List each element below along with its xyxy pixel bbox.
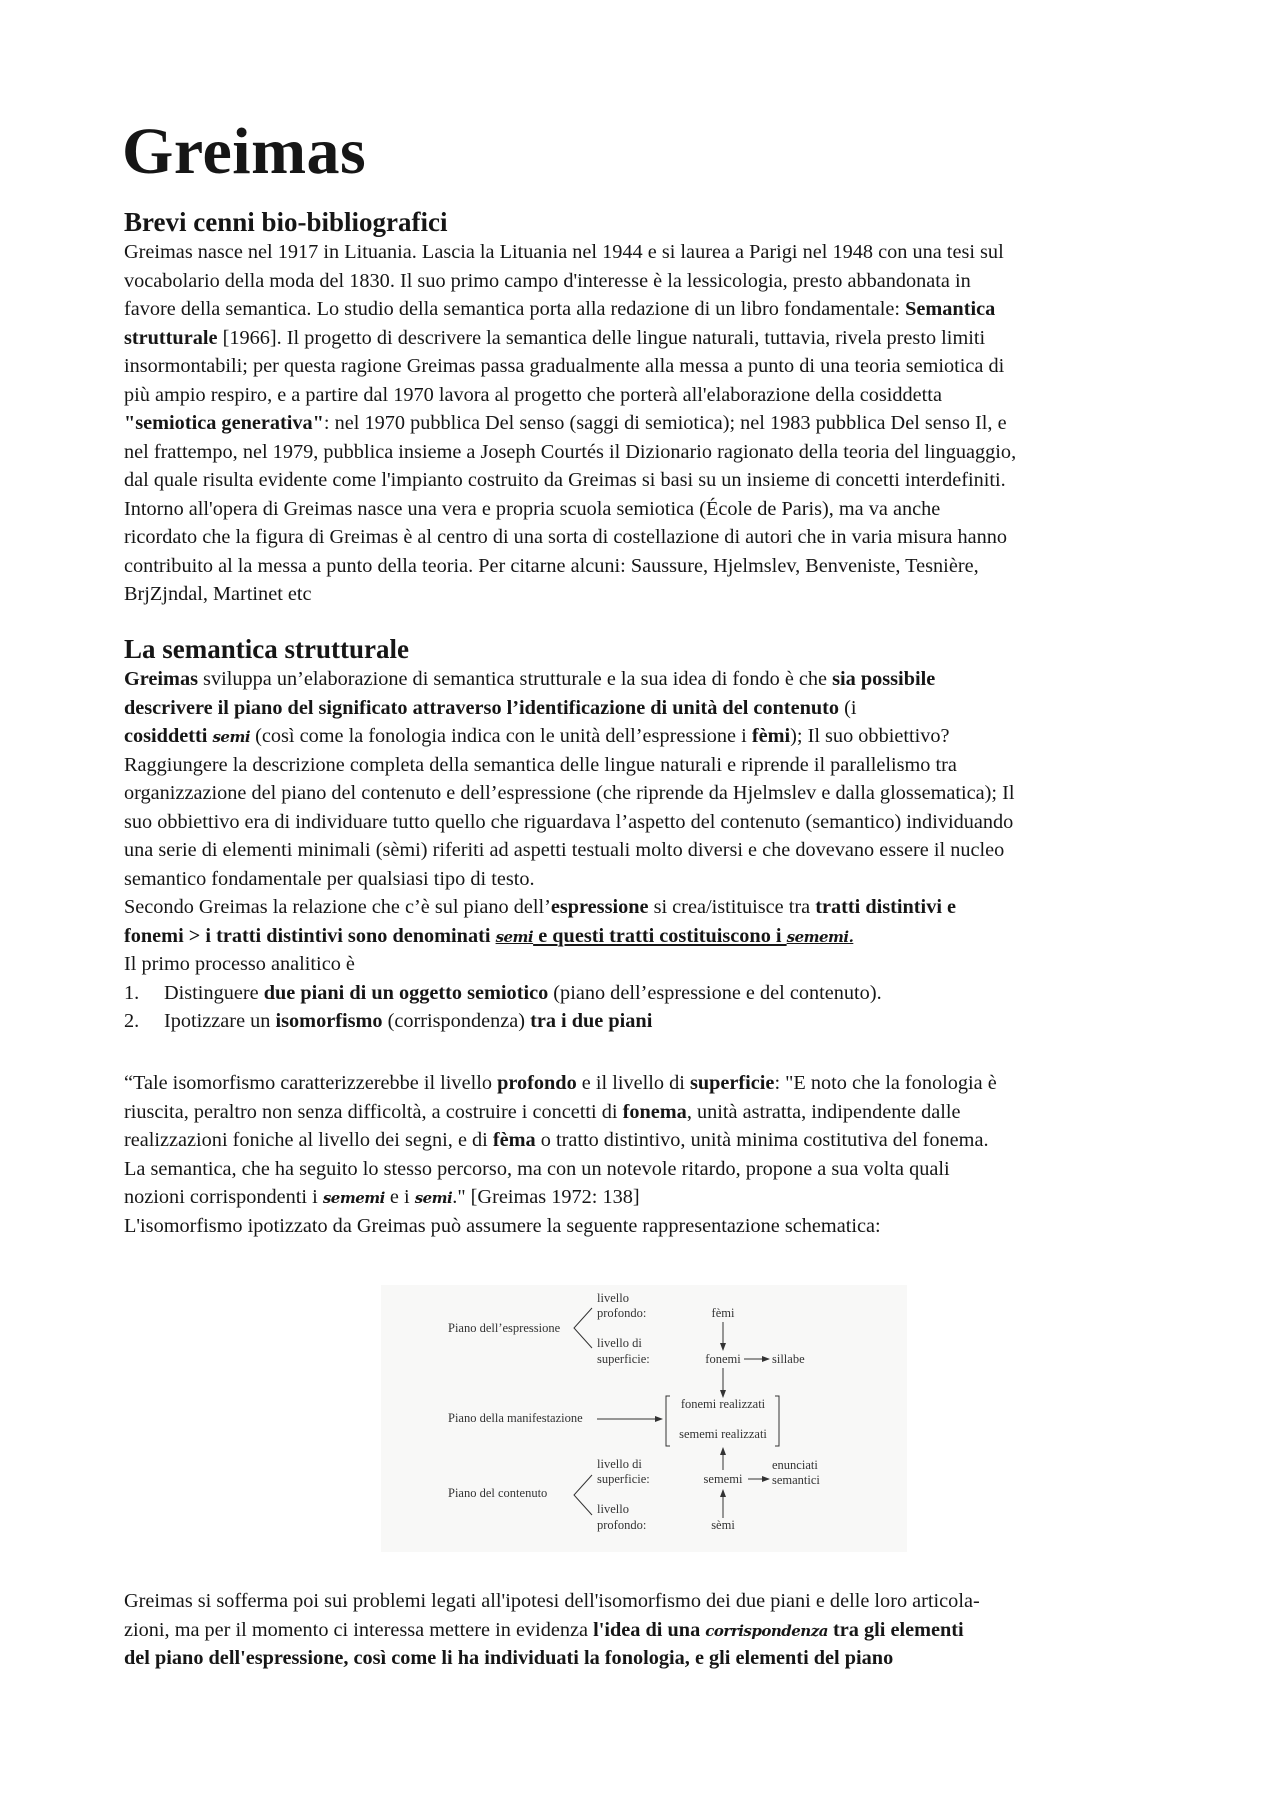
section-body (124, 1069, 1184, 1240)
bold-text: espressione (550, 896, 649, 918)
text-line (124, 324, 1184, 353)
text-run: : nel 1970 pubblica Del senso (saggi di semiotica); nel 1983 pubblica Del senso Il, e (323, 412, 1007, 434)
text-line (124, 1212, 1184, 1241)
text-line (124, 552, 1184, 581)
text-line (124, 722, 1184, 751)
left-square-bracket (666, 1396, 670, 1446)
text-run: realizzazioni foniche al livello dei segni, e di (124, 1129, 493, 1151)
section-heading: Brevi cenni bio-bibliografici (124, 207, 448, 237)
text-line (124, 779, 1184, 808)
bold-text: tratti distintivi e (815, 896, 957, 918)
text-line (124, 1155, 1184, 1184)
handwritten-term: corrispondenza (705, 1621, 828, 1640)
text-line (124, 409, 1184, 438)
text-run: ricordato che la figura di Greimas è al centro di una sorta di costellazione di autori che in varia misura hanno (124, 526, 1008, 548)
bold-text: Greimas (124, 668, 198, 690)
text-run: (corrispondenza) (382, 1010, 531, 1032)
text-line (124, 267, 1184, 296)
numbered-list (124, 979, 1184, 1036)
label-plane-content: Piano del contenuto (448, 1486, 548, 1500)
text-run: “Tale isomorfismo caratterizzerebbe il livello (124, 1072, 498, 1094)
text-run: insormontabili; per questa ragione Greimas passa gradualmente alla messa a punto di una teoria semiotica di (124, 355, 1005, 377)
text-line (124, 694, 1184, 723)
text-run: e il livello di (576, 1072, 690, 1094)
text-run: Distinguere (164, 981, 264, 1004)
bold-text: fonemi > i tratti distintivi sono denominati (124, 924, 496, 947)
label-plane-expression: Piano dell’espressione (448, 1321, 561, 1335)
section-body (124, 665, 1184, 979)
text-line (124, 665, 1184, 694)
branch-bracket (574, 1475, 592, 1515)
text-run: zioni, ma per il momento ci interessa mettere in evidenza (124, 1618, 594, 1641)
label-level: livello di (597, 1336, 642, 1350)
text-run: La semantica, che ha seguito lo stesso percorso, ma con un notevole ritardo, propone a sua volta quali (124, 1157, 950, 1180)
handwritten-term: sememi (322, 1189, 385, 1207)
bold-text: strutturale (124, 326, 218, 349)
section-body (124, 238, 1184, 609)
bold-text: sia possibile (832, 668, 936, 690)
text-run: ." [Greimas 1972: 138] (452, 1186, 640, 1208)
section-bio (124, 206, 1184, 609)
text-line (124, 1183, 1184, 1212)
text-line (124, 466, 1184, 495)
text-run: Ipotizzare un (164, 1010, 276, 1032)
text-run: o tratto distintivo, unità minima costitutiva del fonema. (535, 1129, 989, 1151)
text-run: , unità astratta, indipendente dalle (686, 1100, 961, 1123)
text-run: e i (384, 1186, 415, 1208)
text-line (124, 865, 1184, 894)
text-run: Greimas si sofferma poi sui problemi legati all'ipotesi dell'isomorfismo dei due piani e delle loro articola- (124, 1590, 980, 1612)
label-enunciati: enunciati (772, 1458, 818, 1472)
text-run: Raggiungere la descrizione completa della semantica delle lingue naturali e riprende il parallelismo tra (124, 753, 957, 776)
text-run: BrjZjndal, Martinet etc (124, 583, 312, 605)
bold-text: tra gli elementi (827, 1618, 964, 1641)
text-run: organizzazione del piano del contenuto e dell’espressione (che riprende da Hjelmslev e dalla glossematica); Il (124, 782, 1015, 804)
text-line (124, 1098, 1184, 1127)
section-semantica-strutturale (124, 633, 1184, 1036)
text-run: si crea/istituisce tra (648, 896, 816, 918)
bold-text: due piani di un oggetto semiotico (263, 981, 549, 1004)
text-run: dal quale risulta evidente come l'impianto costruito da Greimas si basi su un insieme di concetti interdefiniti. (124, 469, 1006, 491)
bold-text: Semantica (905, 298, 996, 320)
bold-text: superficie (689, 1072, 775, 1094)
bold-text: fèma (492, 1129, 536, 1151)
label-plane-manifestation: Piano della manifestazione (448, 1411, 583, 1425)
label-sillabe: sillabe (772, 1352, 805, 1366)
bold-text: cosiddetti (124, 725, 213, 747)
text-line (124, 1126, 1184, 1155)
text-run: semantico fondamentale per qualsiasi tipo di testo. (124, 867, 535, 890)
text-run: riuscita, peraltro non senza difficoltà, a costruire i concetti di (124, 1100, 623, 1123)
text-line (124, 950, 1184, 979)
list-number: 2. (124, 1010, 140, 1032)
text-run: suo obbiettivo era di individuare tutto quello che riguardava l’aspetto del contenuto (semantico) individuando (124, 810, 1014, 833)
text-run: ); Il suo obbiettivo? (790, 725, 950, 747)
text-line (124, 238, 1184, 267)
bold-text: l'idea di una (593, 1618, 706, 1641)
text-line (124, 438, 1184, 467)
isomorphism-diagram (381, 1285, 907, 1552)
text-line (124, 523, 1184, 552)
label-fonemi: fonemi (705, 1352, 741, 1366)
text-line (124, 352, 1184, 381)
label-deep: profondo: (597, 1306, 647, 1320)
text-run: contribuito al la messa a punto della teoria. Per citarne alcuni: Saussure, Hjelmslev, Benveniste, Tesnière, (124, 554, 979, 577)
list-item (124, 979, 1184, 1008)
text-run: (così come la fonologia indica con le unità dell’espressione i (250, 725, 752, 747)
text-line (124, 808, 1184, 837)
bold-text: descrivere il piano del significato attraverso l’identificazione di unità del contenuto (124, 696, 840, 719)
bold-text: isomorfismo (275, 1010, 383, 1032)
label-semi: sèmi (711, 1518, 735, 1532)
text-line (124, 893, 1184, 922)
text-run: nozioni corrispondenti i (124, 1186, 323, 1208)
bold-text: del piano dell'espressione, così come li ha individuati la fonologia, e gli elementi del piano (124, 1647, 894, 1669)
label-femi: fèmi (711, 1306, 735, 1320)
bold-text: fonema (622, 1100, 687, 1123)
text-run: Intorno all'opera di Greimas nasce una vera e propria scuola semiotica (École de Paris), ma va anche (124, 497, 941, 520)
list-number: 1. (124, 981, 140, 1004)
label-semantici: semantici (772, 1473, 820, 1487)
text-line (124, 1587, 1184, 1616)
bold-text: tra i due piani (530, 1010, 653, 1032)
label-level: livello (597, 1502, 629, 1516)
text-line (124, 381, 1184, 410)
bold-text: fèmi (751, 725, 791, 747)
label-sememi-realizzati: sememi realizzati (679, 1427, 767, 1441)
label-fonemi-realizzati: fonemi realizzati (680, 1397, 766, 1411)
text-line (124, 922, 1184, 951)
section-body (124, 1587, 1184, 1673)
text-line (124, 751, 1184, 780)
text-run: (piano dell’espressione e del contenuto). (548, 981, 882, 1004)
section-heading: La semantica strutturale (124, 634, 409, 664)
label-level: livello di (597, 1457, 642, 1471)
text-run: (i (839, 696, 857, 719)
text-line (124, 295, 1184, 324)
handwritten-term: semi (212, 728, 251, 746)
handwritten-term: semi (414, 1189, 453, 1207)
text-run: Secondo Greimas la relazione che c’è sul piano dell’ (124, 896, 551, 918)
text-run: vocabolario della moda del 1830. Il suo primo campo d'interesse è la lessicologia, presto abbandonata in (124, 269, 971, 292)
label-surface: superficie: (597, 1472, 650, 1486)
page-title: Greimas (122, 115, 367, 188)
quote-paragraph (124, 1069, 1184, 1240)
text-run: sviluppa un’elaborazione di semantica strutturale e la sua idea di fondo è che (197, 668, 833, 690)
list-item (124, 1007, 1184, 1036)
handwritten-term: sememi. (786, 927, 854, 946)
diagram-svg (381, 1285, 907, 1552)
handwritten-term: semi (495, 927, 534, 946)
bold-text: profondo (497, 1072, 577, 1094)
text-line (124, 1616, 1184, 1645)
text-line (124, 1644, 1184, 1673)
label-sememi: sememi (703, 1472, 743, 1486)
text-line (124, 1069, 1184, 1098)
text-run: [1966]. Il progetto di descrivere la semantica delle lingue naturali, tuttavia, rivela presto limiti (217, 326, 986, 349)
text-run: una serie di elementi minimali (sèmi) riferiti ad aspetti testuali molto diversi e che dovevano essere il nucleo (124, 839, 1005, 861)
bold-text: e questi tratti costituiscono i (533, 924, 787, 947)
closing-paragraph (124, 1587, 1184, 1673)
label-level: livello (597, 1291, 629, 1305)
label-deep: profondo: (597, 1518, 647, 1532)
text-run: L'isomorfismo ipotizzato da Greimas può assumere la seguente rappresentazione schematica: (124, 1214, 881, 1237)
right-square-bracket (775, 1396, 779, 1446)
text-run: più ampio respiro, e a partire dal 1970 lavora al progetto che porterà all'elaborazione della cosiddetta (124, 383, 942, 406)
text-run: favore della semantica. Lo studio della semantica porta alla redazione di un libro fondamentale: (124, 298, 906, 320)
text-line (124, 836, 1184, 865)
text-run: : "E noto che la fonologia è (774, 1072, 997, 1094)
text-run: nel frattempo, nel 1979, pubblica insieme a Joseph Courtés il Dizionario ragionato della teoria del linguaggio, (124, 440, 1017, 463)
text-line (124, 495, 1184, 524)
text-run: Il primo processo analitico è (124, 953, 355, 975)
text-line (124, 580, 1184, 609)
bold-text: "semiotica generativa" (124, 412, 324, 434)
text-run: Greimas nasce nel 1917 in Lituania. Lascia la Lituania nel 1944 e si laurea a Parigi nel 1948 con una tesi sul (124, 241, 1004, 263)
branch-bracket (574, 1308, 592, 1348)
label-surface: superficie: (597, 1352, 650, 1366)
